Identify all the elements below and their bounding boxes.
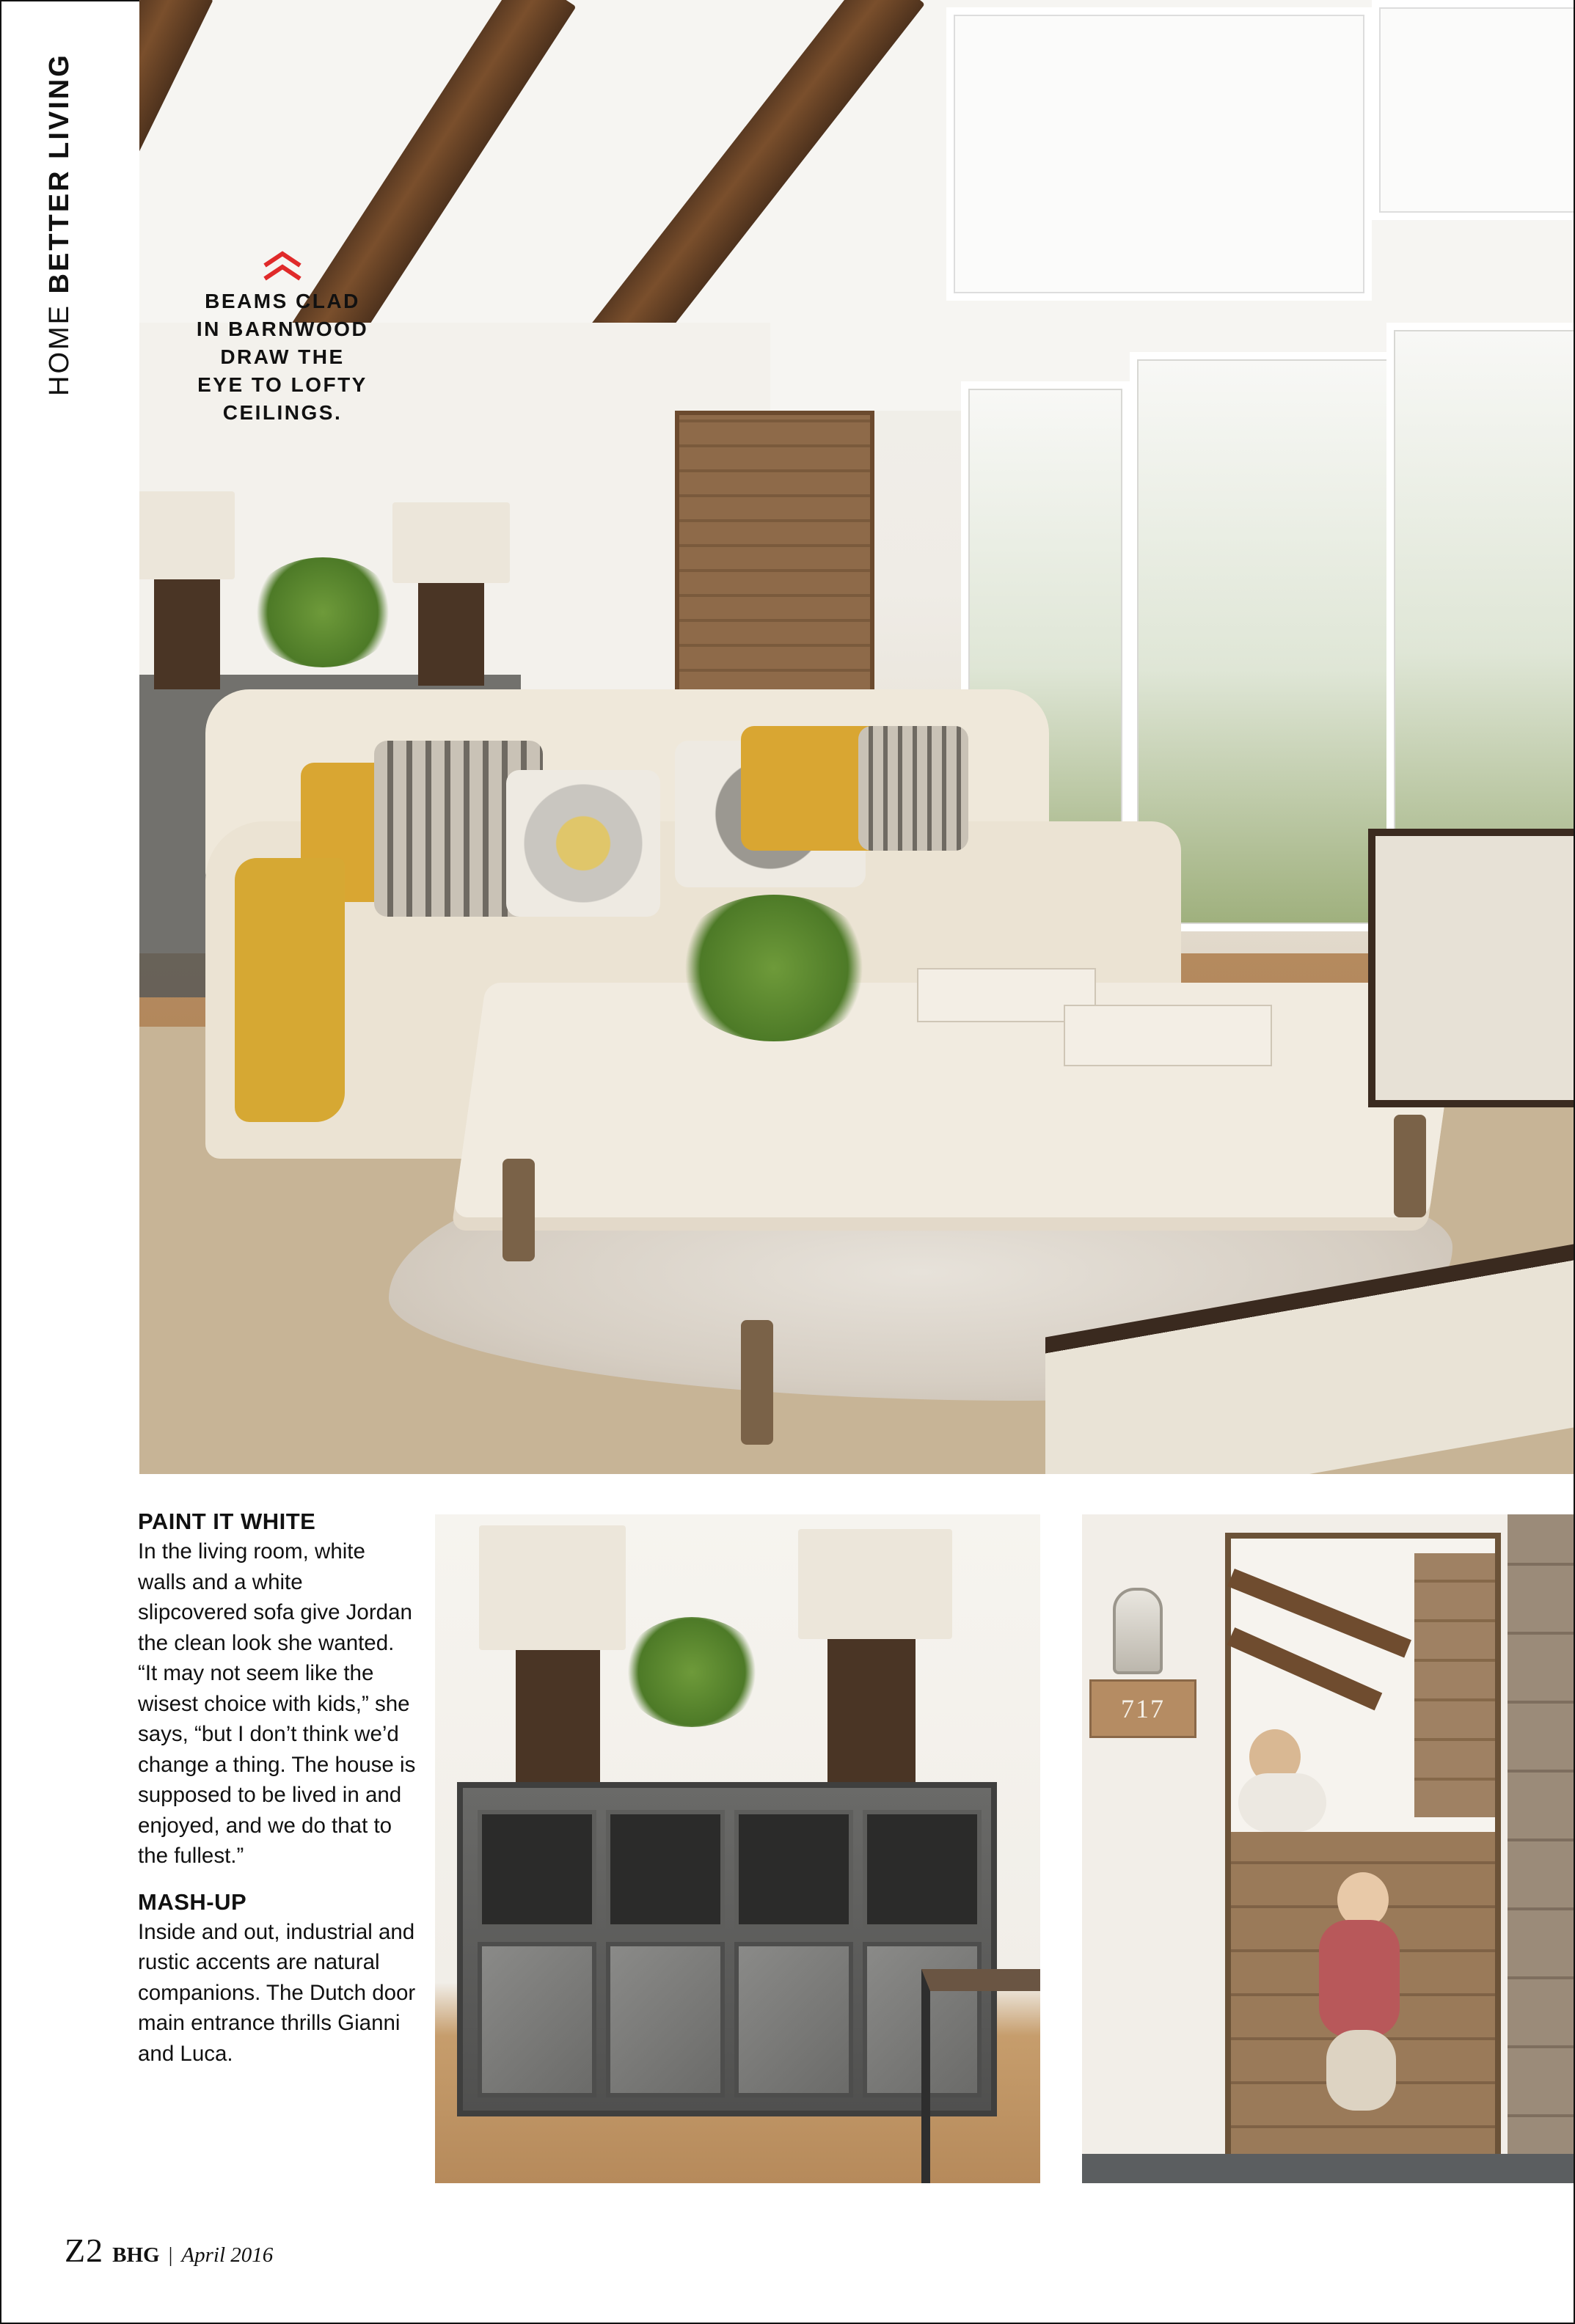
lamp-shade [392,502,510,583]
mustard-throw [235,858,345,1122]
dutch-door [675,411,874,698]
section-label [44,53,76,396]
footer-separator: | [168,2243,173,2267]
ikat-pillow [506,770,660,917]
clerestory-window [946,7,1372,301]
barnwood-wall [1508,1514,1574,2183]
chevron-up-icon [260,249,304,282]
lamp-base [154,579,220,689]
lantern-light [1113,1588,1163,1674]
cabinet-glass-door [478,1810,596,1929]
child-standing-shirt [1319,1920,1400,2037]
child-standing-shorts [1326,2030,1396,2111]
section-body: Inside and out, industrial and rustic accents are natural companions. The Dutch door main entrance thrills Gianni and Luca. [138,1919,416,2066]
section-label-prefix: HOME [44,304,75,396]
side-table [921,1969,1040,2183]
magazine-brand: BHG [112,2243,160,2267]
striped-pillow [858,726,968,851]
book-stack [1064,1005,1272,1066]
page-footer [65,2231,273,2270]
console-photo [435,1514,1040,2183]
cabinet-metal-door [606,1942,725,2097]
tile-floor [1082,2154,1574,2183]
cabinet-metal-door [478,1942,596,2097]
section-heading: MASH-UP [138,1888,247,1915]
dutch-door-top-leaf [1414,1553,1495,1817]
hero-living-room-photo [139,0,1574,1474]
section-body: In the living room, white walls and a white slipcovered sofa give Jordan the clean look she wanted. “It may not seem like the wisest choice with kids,” she says, “but I don’t think we’d change a thing. The house is supposed to be lived in and enjoyed, and we do that to the fullest.” [138,1539,416,1868]
article-text [138,1507,417,2085]
cabinet-glass-door [863,1810,982,1929]
child-leaning [1238,1773,1326,1832]
cabinet-glass-door [606,1810,725,1929]
ottoman-leg [741,1320,773,1445]
fern-plant [622,1617,761,1727]
callout-text: BEAMS CLAD IN BARNWOOD DRAW THE EYE TO LOFTY CEILINGS. [196,290,369,424]
lamp-shade [139,491,235,579]
child-head [1337,1872,1389,1927]
lamp-base [418,583,484,686]
fern-plant [249,557,396,667]
interior-beam [1227,1627,1383,1710]
ottoman-leg [503,1159,535,1261]
photo-callout [191,249,374,427]
cabinet-metal-door [734,1942,853,2097]
armchair [1368,829,1574,1107]
ottoman-leg [1394,1115,1426,1217]
cabinet-glass-door [734,1810,853,1929]
industrial-cabinet [457,1782,997,2116]
lamp-shade [479,1525,626,1650]
section-label-title: BETTER LIVING [44,53,75,294]
page-number: Z2 [65,2232,104,2269]
section-heading: PAINT IT WHITE [138,1509,316,1534]
dutch-door-photo [1082,1514,1574,2183]
issue-date: April 2016 [181,2243,274,2267]
house-number-sign: 717 [1089,1679,1196,1738]
door-frame [1225,1533,1501,2175]
lamp-base [827,1639,916,1789]
fern-centerpiece [675,895,873,1041]
clerestory-window [1372,0,1574,220]
lamp-shade [798,1529,952,1639]
